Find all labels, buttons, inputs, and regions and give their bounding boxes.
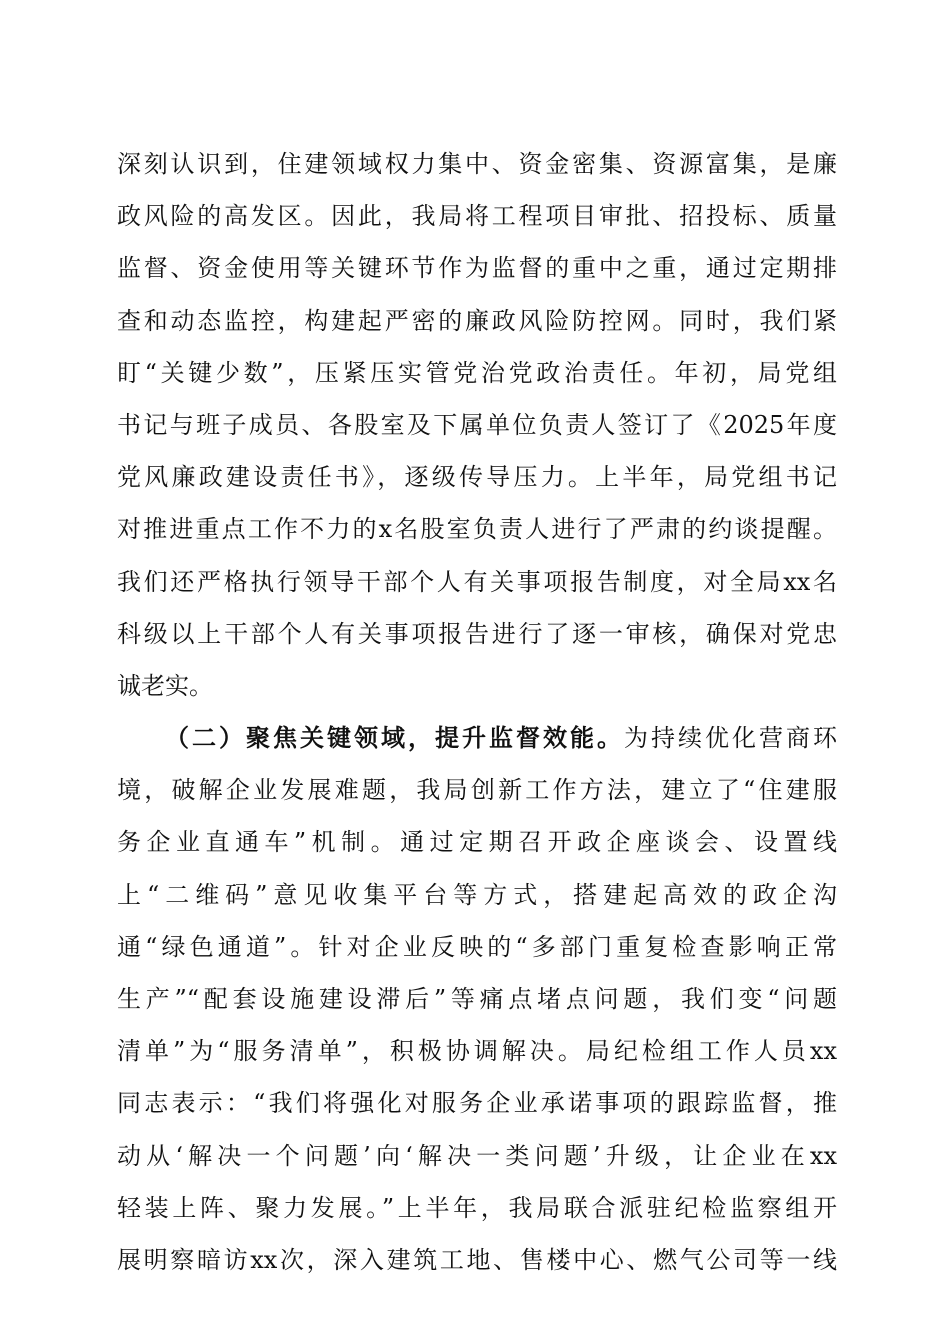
document-body	[117, 138, 837, 1286]
paragraph-2-first-line	[117, 712, 837, 764]
text-line: 政风险的高发区。因此，我局将工程项目审批、招投标、质量	[117, 202, 837, 231]
text-line: 书记与班子成员、各股室及下属单位负责人签订了《2025年度	[117, 410, 837, 439]
text-line: 同志表示：“我们将强化对服务企业承诺事项的跟踪监督，推	[117, 1089, 837, 1118]
text-line: 展明察暗访xx次，深入建筑工地、售楼中心、燃气公司等一线	[117, 1245, 837, 1274]
text-line: 清单”为“服务清单”，积极协调解决。局纪检组工作人员xx	[117, 1037, 837, 1066]
paragraph-2	[117, 712, 837, 1286]
text-line: 对推进重点工作不力的x名股室负责人进行了严肃的约谈提醒。	[117, 515, 837, 544]
text-line: 生产”“配套设施建设滞后”等痛点堵点问题，我们变“问题	[117, 985, 837, 1013]
text-line: 诚老实。	[117, 671, 213, 700]
text-line: 动从‘解决一个问题’向‘解决一类问题’升级，让企业在xx	[117, 1141, 837, 1170]
text-line: 查和动态监控，构建起严密的廉政风险防控网。同时，我们紧	[117, 306, 837, 335]
text-line: 党风廉政建设责任书》，逐级传导压力。上半年，局党组书记	[117, 463, 837, 492]
section-heading: （二）聚焦关键领域，提升监督效能。	[165, 723, 624, 753]
text-line: 我们还严格执行领导干部个人有关事项报告制度，对全局xx名	[117, 567, 837, 596]
text-line: 务企业直通车”机制。通过定期召开政企座谈会、设置线	[117, 828, 837, 857]
text-line: 监督、资金使用等关键环节作为监督的重中之重，通过定期排	[117, 254, 837, 283]
text-line: 盯“关键少数”，压紧压实管党治党政治责任。年初，局党组	[117, 358, 837, 387]
text-run: 为持续优化营商环	[624, 724, 837, 753]
text-line: 上“二维码”意见收集平台等方式，搭建起高效的政企沟	[117, 880, 837, 909]
paragraph-1	[117, 138, 837, 712]
text-line: 深刻认识到，住建领域权力集中、资金密集、资源富集，是廉	[117, 150, 837, 178]
text-line: 境，破解企业发展难题，我局创新工作方法，建立了“住建服	[117, 776, 837, 805]
text-line: 通“绿色通道”。针对企业反映的“多部门重复检查影响正常	[117, 932, 837, 961]
text-line: 轻装上阵、聚力发展。”上半年，我局联合派驻纪检监察组开	[117, 1193, 837, 1222]
text-line: 科级以上干部个人有关事项报告进行了逐一审核，确保对党忠	[117, 619, 837, 648]
